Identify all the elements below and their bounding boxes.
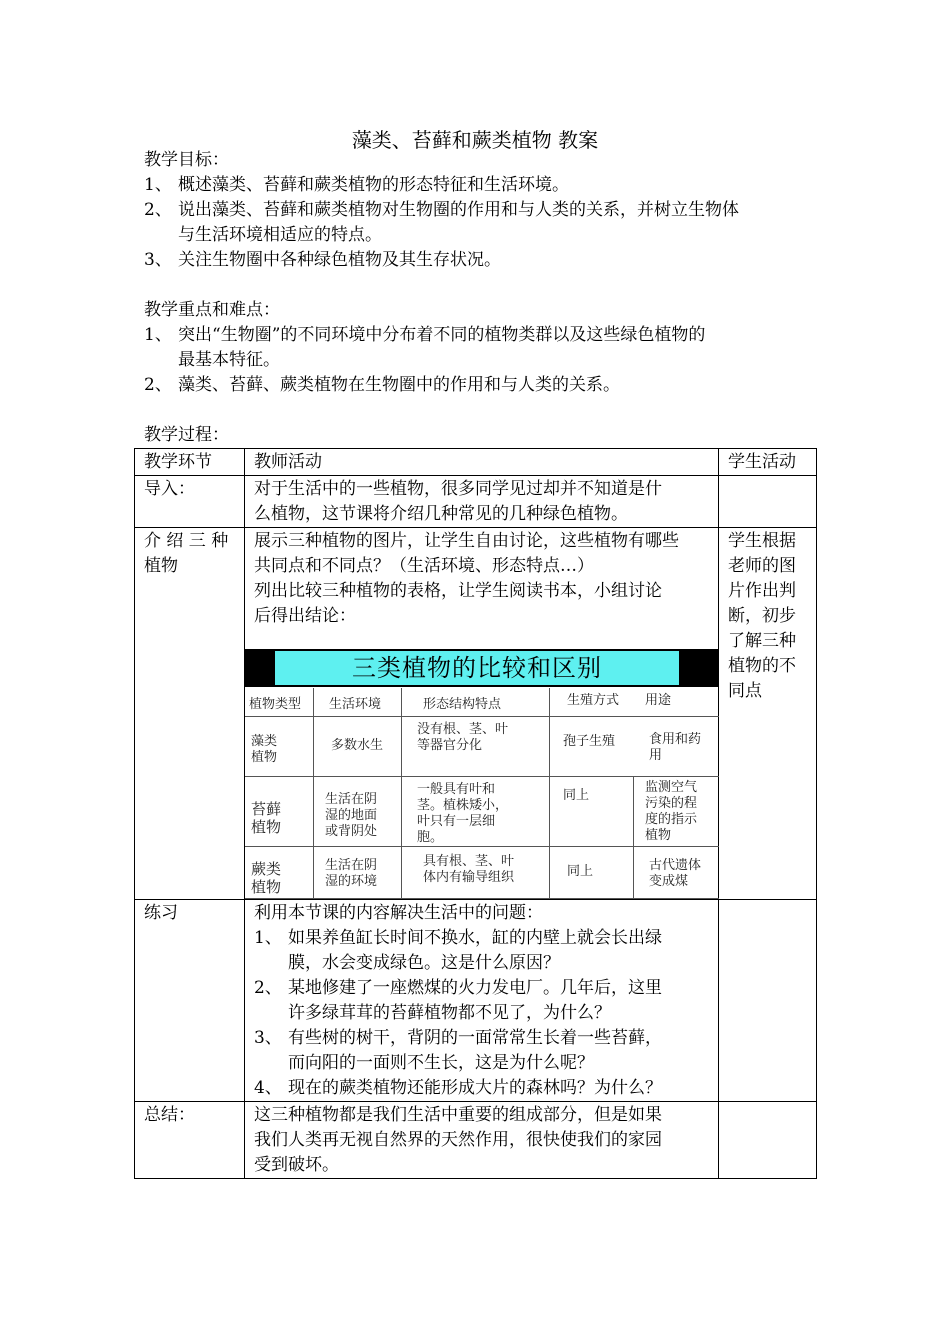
comparison-banner-title: 三类植物的比较和区别 (275, 651, 679, 685)
cmp-text: 湿的地面 (325, 808, 378, 823)
cmp-text: 古代遗体 (649, 858, 702, 873)
cmp-text: 茎。植株矮小， (417, 798, 509, 813)
objectives-section (144, 148, 824, 273)
cmp-text: 没有根、茎、叶 (417, 722, 509, 737)
practice-text: 现在的蕨类植物还能形成大片的森林吗？为什么？ (288, 1078, 662, 1098)
objective-item (144, 198, 824, 248)
cmp-repro (563, 788, 589, 804)
cmp-text: 生活在阴 (325, 792, 378, 807)
cmp-text: 变成煤 (649, 874, 689, 889)
student-cell (719, 528, 817, 900)
teacher-cell (245, 900, 719, 1102)
cmp-text: 同上 (567, 864, 594, 879)
keypoint-item (144, 323, 824, 373)
student-text: 了解三种 (728, 631, 796, 651)
cmp-text: 食用和药 (649, 732, 702, 747)
practice-text: 而向阳的一面则不生长，这是为什么呢？ (288, 1053, 594, 1073)
cmp-use (649, 732, 701, 764)
cmp-type (251, 734, 277, 766)
practice-item (254, 1076, 709, 1101)
grid-line (401, 688, 402, 899)
cmp-text: 体内有输导组织 (423, 870, 515, 885)
objective-text: 与生活环境相适应的特点。 (178, 225, 382, 245)
practice-item (254, 976, 709, 1026)
objectives-heading: 教学目标： (144, 150, 229, 170)
student-text: 老师的图 (728, 556, 796, 576)
teacher-text: 共同点和不同点？（生活环境、形态特点…） (254, 556, 594, 576)
keypoint-text: 最基本特征。 (178, 350, 280, 370)
stage-text: 植物 (144, 556, 178, 576)
comparison-table (245, 688, 719, 899)
table-row (135, 528, 817, 900)
keypoints-heading: 教学重点和难点： (144, 300, 280, 320)
cmp-repro (563, 734, 615, 750)
practice-text: 膜，水会变成绿色。这是什么原因？ (288, 953, 560, 973)
keypoint-number: 1、 (144, 325, 172, 345)
practice-text: 有些树的树干，背阴的一面常常生长着一些苔藓， (288, 1028, 662, 1048)
comparison-image (245, 649, 719, 899)
header-student: 学生活动 (719, 449, 817, 476)
teacher-text: 我们人类再无视自然界的天然作用，很快使我们的家园 (254, 1130, 662, 1150)
student-cell (719, 476, 817, 528)
cmp-form (417, 782, 508, 846)
objective-number: 3、 (144, 250, 172, 270)
cmp-use (649, 858, 701, 890)
objective-number: 1、 (144, 175, 172, 195)
teacher-text: 列出比较三种植物的表格，让学生阅读书本，小组讨论 (254, 581, 662, 601)
cmp-text: 藻类 (251, 734, 278, 749)
cmp-text: 植物 (645, 828, 672, 843)
stage-cell: 总结： (135, 1102, 245, 1179)
teacher-text: 受到破坏。 (254, 1155, 339, 1175)
grid-line (245, 716, 719, 717)
student-cell (719, 900, 817, 1102)
grid-line (633, 776, 634, 899)
practice-item (254, 926, 709, 976)
cmp-env (325, 858, 377, 890)
cmp-text: 同上 (563, 788, 590, 803)
student-text: 片作出判 (728, 581, 796, 601)
cmp-text: 蕨类 (251, 860, 282, 878)
cmp-type (251, 800, 281, 836)
cmp-form (417, 722, 508, 754)
keypoints-section (144, 298, 824, 398)
keypoint-item (144, 373, 824, 398)
cmp-text: 植物 (251, 750, 278, 765)
cmp-text: 生活在阴 (325, 858, 378, 873)
cmp-header: 用途 (645, 693, 672, 708)
stage-cell: 练习 (135, 900, 245, 1102)
table-row (135, 1102, 817, 1179)
cmp-text: 胞。 (417, 830, 444, 845)
objective-item (144, 248, 824, 273)
cmp-text: 孢子生殖 (563, 734, 616, 749)
cmp-header: 植物类型 (249, 697, 302, 712)
teacher-text: 这三种植物都是我们生活中重要的组成部分，但是如果 (254, 1105, 662, 1125)
teacher-cell (245, 528, 719, 900)
cmp-text: 监测空气 (645, 780, 698, 795)
cmp-text: 一般具有叶和 (417, 782, 496, 797)
grid-line (245, 846, 719, 847)
cmp-text: 植物 (251, 878, 282, 896)
practice-text: 如果养鱼缸长时间不换水，缸的内壁上就会长出绿 (288, 928, 662, 948)
table-row (135, 476, 817, 528)
cmp-env (331, 738, 383, 754)
teacher-text: 展示三种植物的图片，让学生自由讨论，这些植物有哪些 (254, 531, 679, 551)
practice-number: 2、 (254, 978, 282, 998)
process-heading: 教学过程： (144, 425, 229, 445)
grid-line (245, 776, 719, 777)
cmp-text: 等器官分化 (417, 738, 483, 753)
stage-cell (135, 528, 245, 900)
cmp-text: 具有根、茎、叶 (423, 854, 515, 869)
cmp-form (423, 854, 514, 886)
keypoint-text: 藻类、苔藓、蕨类植物在生物圈中的作用和与人类的关系。 (178, 375, 620, 395)
practice-item (254, 1026, 709, 1076)
cmp-text: 植物 (251, 818, 282, 836)
keypoint-text: 突出“生物圈”的不同环境中分布着不同的植物类群以及这些绿色植物的 (178, 325, 706, 345)
keypoint-number: 2、 (144, 375, 172, 395)
process-section (144, 423, 824, 448)
teacher-text: 对于生活中的一些植物，很多同学见过却并不知道是什 (254, 479, 662, 499)
objective-text: 说出藻类、苔藓和蕨类植物对生物圈的作用和与人类的关系，并树立生物体 (178, 200, 739, 220)
stage-text: 介 绍 三 种 (144, 531, 229, 551)
cmp-text: 用 (649, 748, 663, 763)
cmp-text: 湿的环境 (325, 874, 378, 889)
comparison-banner (245, 649, 719, 687)
student-cell (719, 1102, 817, 1179)
cmp-header: 形态结构特点 (423, 697, 502, 712)
cmp-repro (567, 864, 593, 880)
practice-number: 1、 (254, 928, 282, 948)
cmp-text: 度的指示 (645, 812, 698, 827)
cmp-text: 叶只有一层细 (417, 814, 496, 829)
teacher-cell (245, 1102, 719, 1179)
objective-text: 概述藻类、苔藓和蕨类植物的形态特征和生活环境。 (178, 175, 569, 195)
student-text: 学生根据 (728, 531, 796, 551)
teacher-text: 后得出结论： (254, 606, 356, 626)
stage-cell: 导入： (135, 476, 245, 528)
practice-text: 许多绿茸茸的苔藓植物都不见了，为什么？ (288, 1003, 611, 1023)
student-text: 断，初步 (728, 606, 796, 626)
cmp-text: 苔藓 (251, 800, 282, 818)
objective-number: 2、 (144, 200, 172, 220)
cmp-type (251, 860, 281, 896)
student-text: 同点 (728, 681, 762, 701)
practice-number: 3、 (254, 1028, 282, 1048)
cmp-env (325, 792, 377, 840)
grid-line (245, 898, 719, 899)
practice-text: 某地修建了一座燃煤的火力发电厂。几年后，这里 (288, 978, 662, 998)
table-row (135, 900, 817, 1102)
teacher-text: 利用本节课的内容解决生活中的问题： (254, 903, 543, 923)
document-title: 藻类、苔藓和蕨类植物 教案 (351, 128, 599, 152)
grid-line (549, 688, 550, 899)
header-stage: 教学环节 (135, 449, 245, 476)
objective-text: 关注生物圈中各种绿色植物及其生存状况。 (178, 250, 501, 270)
teacher-cell (245, 476, 719, 528)
objective-item (144, 173, 824, 198)
cmp-header: 生活环境 (329, 697, 382, 712)
teacher-text: 么植物，这节课将介绍几种常见的几种绿色植物。 (254, 504, 628, 524)
cmp-header: 生殖方式 (567, 693, 620, 708)
practice-number: 4、 (254, 1078, 282, 1098)
cmp-use (645, 780, 697, 844)
cmp-text: 污染的程 (645, 796, 698, 811)
grid-line (313, 688, 314, 899)
process-table (134, 448, 817, 1179)
header-teacher: 教师活动 (245, 449, 719, 476)
cmp-text: 或背阴处 (325, 824, 378, 839)
cmp-text: 多数水生 (331, 738, 384, 753)
table-header-row (135, 449, 817, 476)
student-text: 植物的不 (728, 656, 796, 676)
